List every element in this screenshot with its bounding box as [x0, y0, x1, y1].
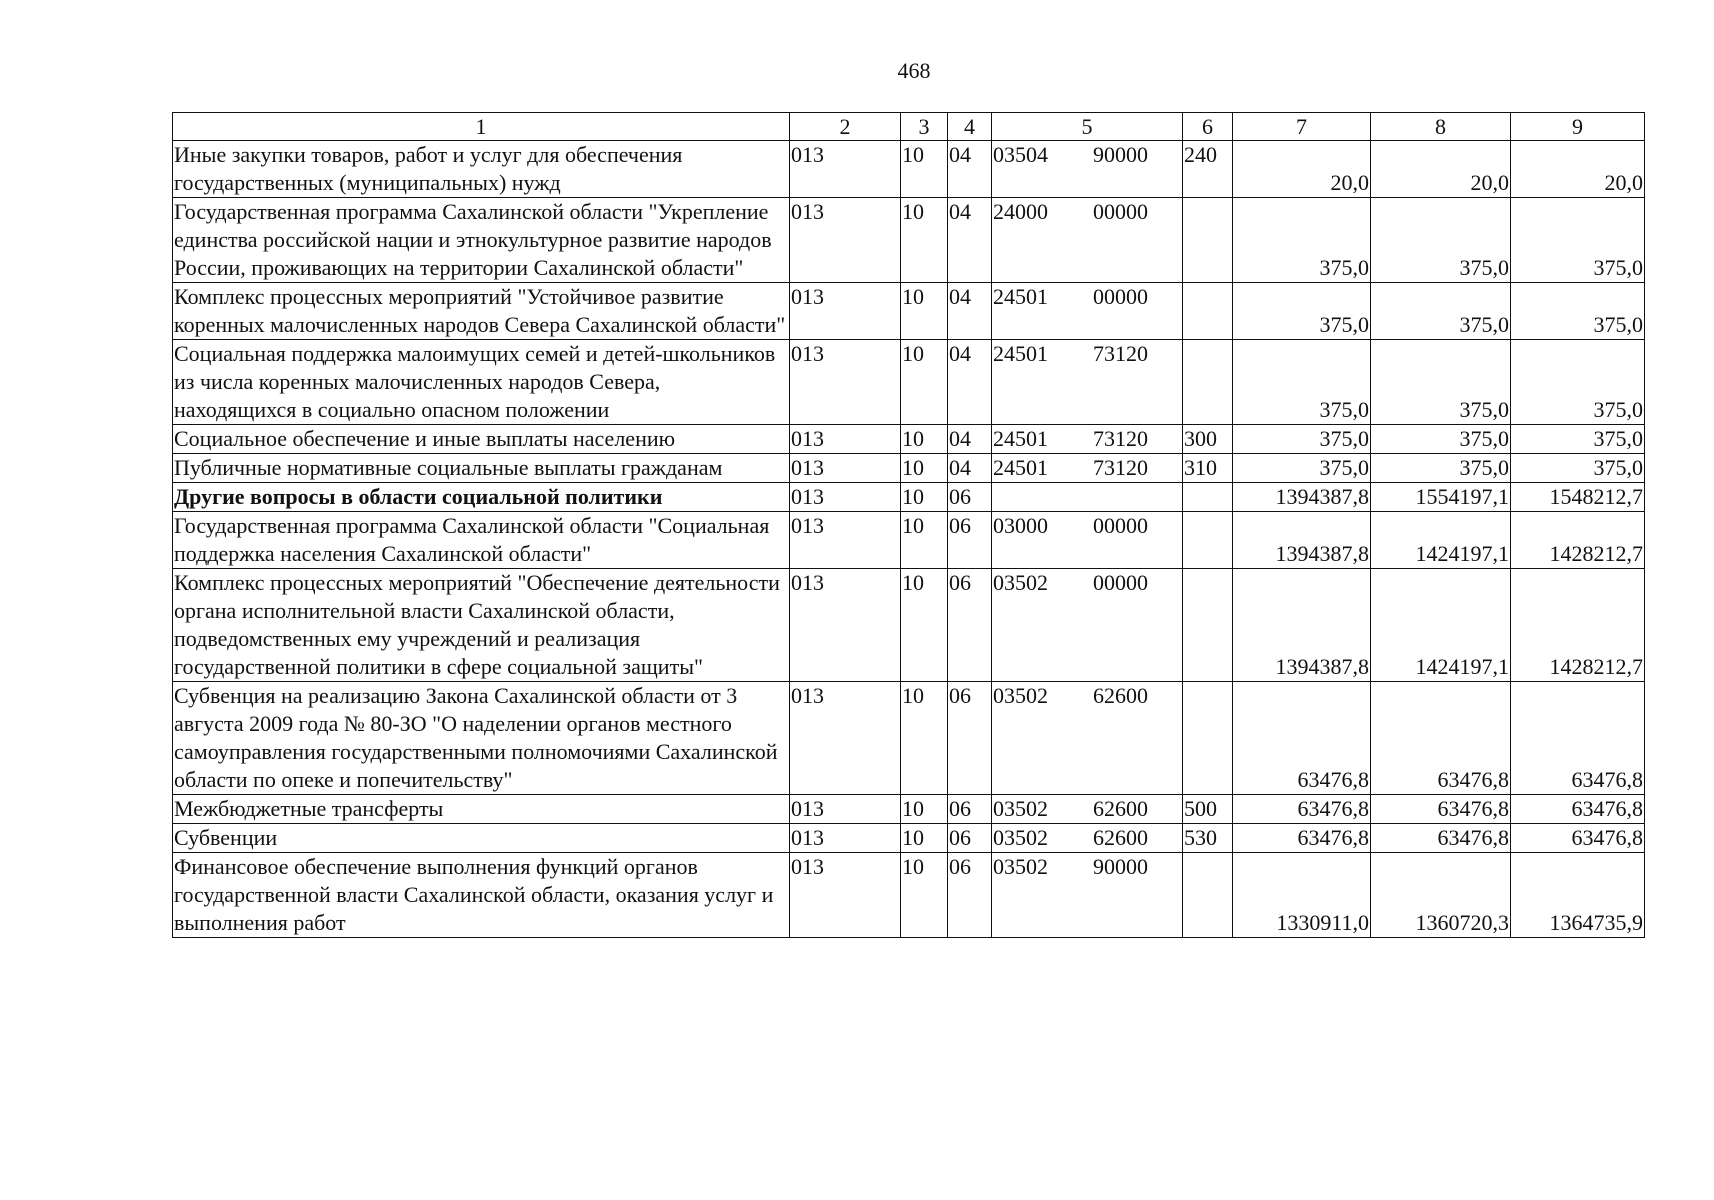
row-col-2: 013 — [790, 454, 901, 483]
row-col-6 — [1183, 483, 1233, 512]
row-col-5 — [992, 141, 1183, 198]
row-col-5-program: 24501 — [993, 426, 1048, 451]
row-col-2: 013 — [790, 283, 901, 340]
row-col-5-program: 24501 — [993, 284, 1048, 309]
row-col-5 — [992, 795, 1183, 824]
row-col-2: 013 — [790, 141, 901, 198]
row-col-5 — [992, 682, 1183, 795]
header-cell-6: 6 — [1183, 113, 1233, 141]
row-col-5-program: 24000 — [993, 199, 1048, 224]
row-col-8: 375,0 — [1371, 425, 1511, 454]
row-col-4: 06 — [948, 795, 992, 824]
row-col-3: 10 — [901, 425, 948, 454]
row-col-4: 06 — [948, 512, 992, 569]
header-cell-7: 7 — [1233, 113, 1371, 141]
header-row — [173, 113, 1645, 141]
row-col-5-direction: 00000 — [1093, 199, 1148, 224]
row-col-9: 1364735,9 — [1511, 853, 1645, 938]
table-row — [173, 682, 1645, 795]
row-col-7: 1394387,8 — [1233, 569, 1371, 682]
table-row — [173, 795, 1645, 824]
row-name: Социальная поддержка малоимущих семей и детей-школьников из числа коренных малочисленных народов Севера, находящихся в социально опасном положении — [173, 340, 790, 425]
row-col-6: 530 — [1183, 824, 1233, 853]
budget-table — [172, 112, 1645, 938]
row-col-3: 10 — [901, 569, 948, 682]
row-name: Иные закупки товаров, работ и услуг для обеспечения государственных (муниципальных) нужд — [173, 141, 790, 198]
row-col-7: 375,0 — [1233, 340, 1371, 425]
table-row — [173, 824, 1645, 853]
row-name: Межбюджетные трансферты — [173, 795, 790, 824]
row-col-9: 375,0 — [1511, 283, 1645, 340]
row-col-7: 375,0 — [1233, 198, 1371, 283]
row-col-5 — [992, 198, 1183, 283]
table-row — [173, 198, 1645, 283]
row-col-8: 375,0 — [1371, 198, 1511, 283]
table-row — [173, 569, 1645, 682]
row-col-4: 06 — [948, 853, 992, 938]
row-col-5 — [992, 283, 1183, 340]
row-col-2: 013 — [790, 483, 901, 512]
row-col-6 — [1183, 569, 1233, 682]
row-col-6 — [1183, 198, 1233, 283]
row-col-3: 10 — [901, 141, 948, 198]
row-col-8: 63476,8 — [1371, 682, 1511, 795]
row-col-8: 63476,8 — [1371, 795, 1511, 824]
row-name: Другие вопросы в области социальной политики — [173, 483, 790, 512]
row-col-3: 10 — [901, 454, 948, 483]
row-col-7: 63476,8 — [1233, 824, 1371, 853]
row-col-3: 10 — [901, 682, 948, 795]
row-col-5 — [992, 824, 1183, 853]
row-col-9: 63476,8 — [1511, 682, 1645, 795]
row-col-5-direction: 73120 — [1093, 426, 1148, 451]
row-col-5-direction: 62600 — [1093, 796, 1148, 821]
header-cell-1: 1 — [173, 113, 790, 141]
row-col-5-program: 03504 — [993, 142, 1048, 167]
header-cell-4: 4 — [948, 113, 992, 141]
table-body — [173, 141, 1645, 938]
row-name: Финансовое обеспечение выполнения функций органов государственной власти Сахалинской области, оказания услуг и выполнения работ — [173, 853, 790, 938]
row-col-8: 1424197,1 — [1371, 569, 1511, 682]
row-name: Субвенция на реализацию Закона Сахалинской области от 3 августа 2009 года № 80-ЗО "О наделении органов местного самоуправления государственными полномочиями Сахалинской области по опеке и попечительству" — [173, 682, 790, 795]
row-name: Комплекс процессных мероприятий "Обеспечение деятельности органа исполнительной власти Сахалинской области, подведомственных ему учреждений и реализация государственной политики в сфере социальной защиты" — [173, 569, 790, 682]
row-col-5-direction: 62600 — [1093, 825, 1148, 850]
row-col-5 — [992, 425, 1183, 454]
row-col-5 — [992, 340, 1183, 425]
row-col-6: 310 — [1183, 454, 1233, 483]
row-col-6 — [1183, 340, 1233, 425]
row-col-9: 1428212,7 — [1511, 512, 1645, 569]
row-col-4: 06 — [948, 682, 992, 795]
row-col-5-direction: 00000 — [1093, 284, 1148, 309]
row-col-3: 10 — [901, 340, 948, 425]
row-col-4: 06 — [948, 824, 992, 853]
row-name: Комплекс процессных мероприятий "Устойчивое развитие коренных малочисленных народов Севера Сахалинской области" — [173, 283, 790, 340]
table-row — [173, 853, 1645, 938]
row-col-6 — [1183, 283, 1233, 340]
row-col-8: 375,0 — [1371, 340, 1511, 425]
row-col-6: 300 — [1183, 425, 1233, 454]
row-col-6 — [1183, 853, 1233, 938]
header-cell-3: 3 — [901, 113, 948, 141]
row-col-7: 20,0 — [1233, 141, 1371, 198]
row-col-5-program: 03502 — [993, 683, 1048, 708]
row-col-3: 10 — [901, 483, 948, 512]
row-col-9: 375,0 — [1511, 425, 1645, 454]
row-name: Государственная программа Сахалинской области "Социальная поддержка населения Сахалинской области" — [173, 512, 790, 569]
row-col-6: 240 — [1183, 141, 1233, 198]
header-cell-5: 5 — [992, 113, 1183, 141]
row-col-5 — [992, 454, 1183, 483]
row-col-5-direction: 00000 — [1093, 513, 1148, 538]
row-col-5 — [992, 512, 1183, 569]
row-col-2: 013 — [790, 425, 901, 454]
row-col-6 — [1183, 682, 1233, 795]
row-col-8: 1554197,1 — [1371, 483, 1511, 512]
row-col-2: 013 — [790, 795, 901, 824]
row-name: Публичные нормативные социальные выплаты гражданам — [173, 454, 790, 483]
row-col-5-direction: 90000 — [1093, 142, 1148, 167]
header-cell-2: 2 — [790, 113, 901, 141]
row-col-5-direction: 73120 — [1093, 341, 1148, 366]
row-col-5-program: 24501 — [993, 341, 1048, 366]
row-col-5 — [992, 569, 1183, 682]
row-col-3: 10 — [901, 824, 948, 853]
row-col-5-direction: 00000 — [1093, 570, 1148, 595]
row-col-9: 63476,8 — [1511, 824, 1645, 853]
row-col-4: 04 — [948, 198, 992, 283]
row-col-7: 375,0 — [1233, 454, 1371, 483]
row-col-2: 013 — [790, 512, 901, 569]
row-col-8: 375,0 — [1371, 454, 1511, 483]
table-row — [173, 141, 1645, 198]
row-col-7: 1394387,8 — [1233, 483, 1371, 512]
row-col-4: 04 — [948, 141, 992, 198]
header-cell-9: 9 — [1511, 113, 1645, 141]
row-col-7: 63476,8 — [1233, 795, 1371, 824]
row-col-8: 375,0 — [1371, 283, 1511, 340]
row-col-7: 1394387,8 — [1233, 512, 1371, 569]
header-cell-8: 8 — [1371, 113, 1511, 141]
row-col-7: 1330911,0 — [1233, 853, 1371, 938]
row-col-5-direction: 62600 — [1093, 683, 1148, 708]
row-col-3: 10 — [901, 198, 948, 283]
table-row — [173, 283, 1645, 340]
row-col-5-program: 03000 — [993, 513, 1048, 538]
row-col-8: 1424197,1 — [1371, 512, 1511, 569]
row-col-9: 375,0 — [1511, 340, 1645, 425]
table-row — [173, 425, 1645, 454]
row-col-4: 04 — [948, 454, 992, 483]
row-col-3: 10 — [901, 283, 948, 340]
row-col-5 — [992, 853, 1183, 938]
row-col-8: 63476,8 — [1371, 824, 1511, 853]
row-name: Государственная программа Сахалинской области "Укрепление единства российской нации и этнокультурное развитие народов России, проживающих на территории Сахалинской области" — [173, 198, 790, 283]
row-col-9: 1428212,7 — [1511, 569, 1645, 682]
row-col-9: 20,0 — [1511, 141, 1645, 198]
row-col-5-program: 03502 — [993, 796, 1048, 821]
row-col-7: 63476,8 — [1233, 682, 1371, 795]
row-col-6: 500 — [1183, 795, 1233, 824]
row-col-5-direction: 90000 — [1093, 854, 1148, 879]
table-row — [173, 340, 1645, 425]
row-col-4: 06 — [948, 569, 992, 682]
row-col-8: 20,0 — [1371, 141, 1511, 198]
row-col-9: 375,0 — [1511, 198, 1645, 283]
page-number: 468 — [897, 58, 931, 83]
row-col-5-program: 03502 — [993, 854, 1048, 879]
row-col-5-direction: 73120 — [1093, 455, 1148, 480]
row-col-2: 013 — [790, 198, 901, 283]
row-col-4: 06 — [948, 483, 992, 512]
row-col-4: 04 — [948, 425, 992, 454]
row-col-5-program: 03502 — [993, 570, 1048, 595]
row-col-5 — [992, 483, 1183, 512]
table-row — [173, 512, 1645, 569]
row-col-5-program: 03502 — [993, 825, 1048, 850]
row-col-7: 375,0 — [1233, 425, 1371, 454]
row-col-2: 013 — [790, 682, 901, 795]
row-col-3: 10 — [901, 853, 948, 938]
row-col-2: 013 — [790, 824, 901, 853]
row-col-9: 375,0 — [1511, 454, 1645, 483]
row-col-8: 1360720,3 — [1371, 853, 1511, 938]
row-col-2: 013 — [790, 569, 901, 682]
row-name: Социальное обеспечение и иные выплаты населению — [173, 425, 790, 454]
row-col-9: 63476,8 — [1511, 795, 1645, 824]
row-col-3: 10 — [901, 512, 948, 569]
row-name: Субвенции — [173, 824, 790, 853]
row-col-2: 013 — [790, 340, 901, 425]
row-col-4: 04 — [948, 283, 992, 340]
table-row — [173, 483, 1645, 512]
row-col-5-program: 24501 — [993, 455, 1048, 480]
row-col-6 — [1183, 512, 1233, 569]
row-col-7: 375,0 — [1233, 283, 1371, 340]
row-col-2: 013 — [790, 853, 901, 938]
table-row — [173, 454, 1645, 483]
row-col-9: 1548212,7 — [1511, 483, 1645, 512]
row-col-4: 04 — [948, 340, 992, 425]
row-col-3: 10 — [901, 795, 948, 824]
